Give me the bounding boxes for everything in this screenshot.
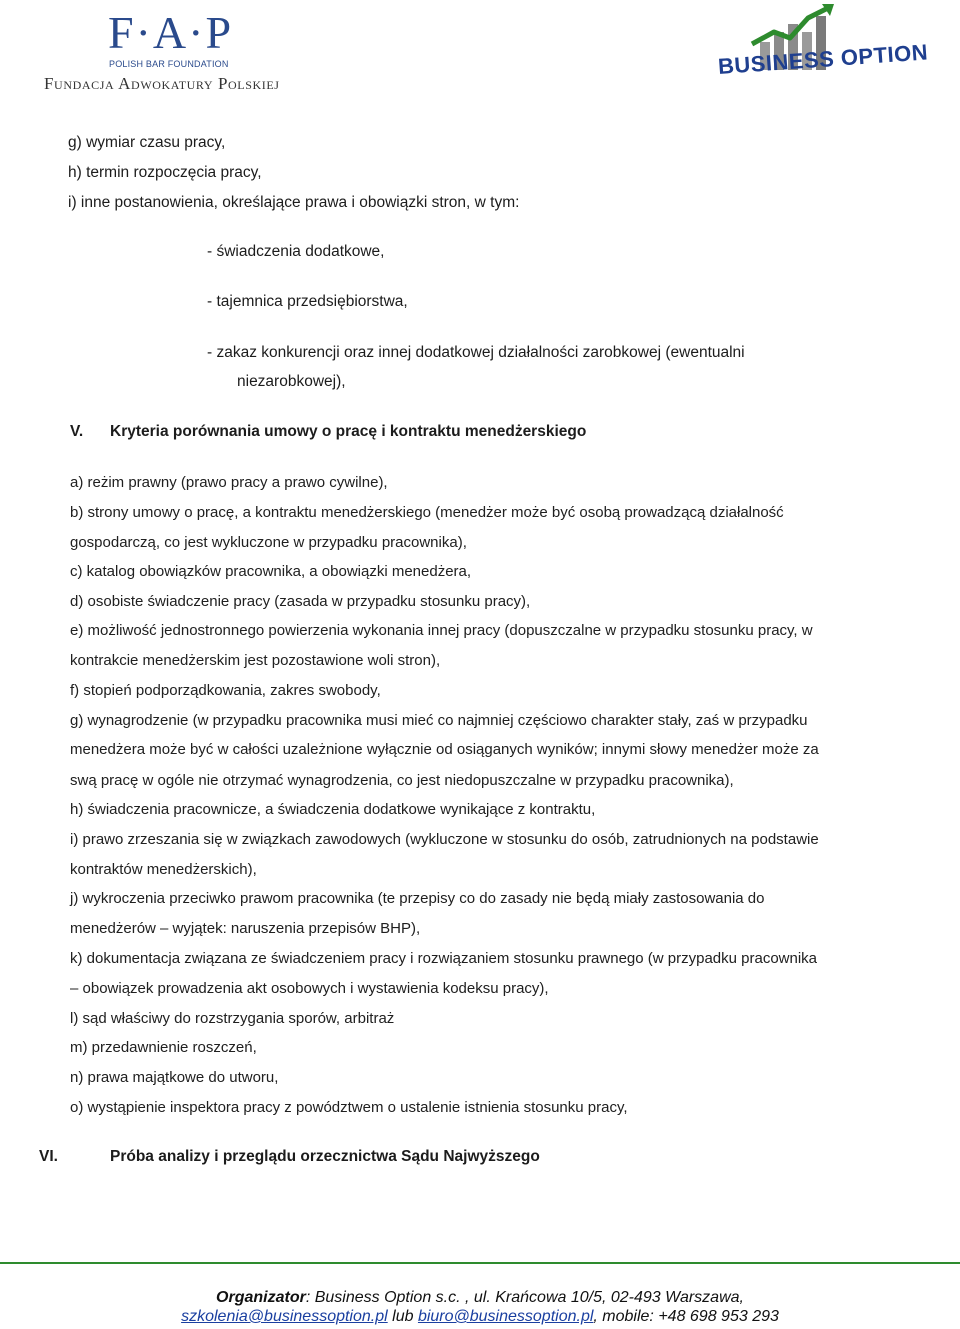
fap-logo-mark: F·A·P bbox=[108, 7, 234, 58]
email-link-biuro[interactable]: biuro@businessoption.pl bbox=[417, 1308, 594, 1325]
criteria-line: d) osobiste świadczenie pracy (zasada w przypadku stosunku pracy), bbox=[70, 593, 531, 610]
criteria-line: swą pracę w ogóle nie otrzymać wynagrodzenia, co jest niedopuszczalne w przypadku pracownika), bbox=[70, 772, 734, 789]
footer-line-2 bbox=[0, 1308, 960, 1326]
sub-list-item: niezarobkowej), bbox=[237, 373, 346, 390]
fap-logo bbox=[44, 8, 284, 98]
criteria-line: n) prawa majątkowe do utworu, bbox=[70, 1069, 279, 1086]
business-option-wordmark: BUSINESS OPTION bbox=[717, 39, 929, 80]
criteria-line: kontrakcie menedżerskim jest pozostawione woli stron), bbox=[70, 652, 441, 669]
footer-line-1 bbox=[0, 1289, 960, 1307]
list-item: h) termin rozpoczęcia pracy, bbox=[68, 164, 262, 181]
section-vi-number: VI. bbox=[39, 1148, 58, 1165]
criteria-line: k) dokumentacja związana ze świadczeniem pracy i rozwiązaniem stosunku prawnego (w przypadku pracownika bbox=[70, 950, 818, 967]
section-v-title: Kryteria porównania umowy o pracę i kontraktu menedżerskiego bbox=[110, 423, 587, 440]
fap-logo-subtitle: POLISH BAR FOUNDATION bbox=[109, 59, 229, 69]
section-vi-title: Próba analizy i przeglądu orzecznictwa Sądu Najwyższego bbox=[110, 1148, 540, 1165]
list-item: g) wymiar czasu pracy, bbox=[68, 134, 226, 151]
criteria-line: j) wykroczenia przeciwko prawom pracownika (te przepisy co do zasady nie będą miały zastosowania do bbox=[70, 890, 765, 907]
footer-separator: lub bbox=[387, 1308, 418, 1325]
criteria-line: m) przedawnienie roszczeń, bbox=[70, 1039, 257, 1056]
criteria-line: i) prawo zrzeszania się w związkach zawodowych (wykluczone w stosunku do osób, zatrudnionych na podstawie bbox=[70, 831, 819, 848]
criteria-line: l) sąd właściwy do rozstrzygania sporów, arbitraż bbox=[70, 1010, 395, 1027]
criteria-line: b) strony umowy o pracę, a kontraktu menedżerskiego (menedżer może być osobą prowadzącą działalność bbox=[70, 504, 784, 521]
fap-logo-name bbox=[44, 74, 280, 94]
fap-name-text: Fundacja Adwokatury Polskiej bbox=[44, 74, 280, 93]
criteria-line: a) reżim prawny (prawo pracy a prawo cywilne), bbox=[70, 474, 388, 491]
footer-label: Organizator bbox=[216, 1289, 306, 1306]
sub-list-item: - świadczenia dodatkowe, bbox=[207, 243, 385, 260]
list-item: i) inne postanowienia, określające prawa i obowiązki stron, w tym: bbox=[68, 194, 520, 211]
footer-divider bbox=[0, 1262, 960, 1264]
criteria-line: o) wystąpienie inspektora pracy z powództwem o ustalenie istnienia stosunku pracy, bbox=[70, 1099, 628, 1116]
email-link-szkolenia[interactable]: szkolenia@businessoption.pl bbox=[181, 1308, 388, 1325]
criteria-line: f) stopień podporządkowania, zakres swobody, bbox=[70, 682, 381, 699]
footer-address: : Business Option s.c. , ul. Krańcowa 10/5, 02-493 Warszawa, bbox=[305, 1289, 744, 1306]
footer-mobile: , mobile: +48 698 953 293 bbox=[593, 1308, 779, 1325]
criteria-line: menedżerów – wyjątek: naruszenia przepisów BHP), bbox=[70, 920, 421, 937]
criteria-line: g) wynagrodzenie (w przypadku pracownika musi mieć co najmniej częściowo charakter stały, zaś w przypadku bbox=[70, 712, 808, 729]
sub-list-item: - tajemnica przedsiębiorstwa, bbox=[207, 293, 408, 310]
section-v-number: V. bbox=[70, 423, 84, 440]
criteria-line: gospodarczą, co jest wykluczone w przypadku pracownika), bbox=[70, 534, 467, 551]
criteria-line: h) świadczenia pracownicze, a świadczenia dodatkowe wynikające z kontraktu, bbox=[70, 801, 596, 818]
sub-list-item: - zakaz konkurencji oraz innej dodatkowej działalności zarobkowej (ewentualni bbox=[207, 344, 745, 361]
business-option-logo bbox=[712, 2, 929, 98]
criteria-line: c) katalog obowiązków pracownika, a obowiązki menedżera, bbox=[70, 563, 472, 580]
criteria-line: – obowiązek prowadzenia akt osobowych i wystawienia kodeksu pracy), bbox=[70, 980, 549, 997]
criteria-line: menedżera może być w całości uzależnione wyłącznie od osiąganych wyników; innymi słowy menedżer może za bbox=[70, 741, 819, 758]
criteria-line: e) możliwość jednostronnego powierzenia wykonania innej pracy (dopuszczalne w przypadku stosunku pracy, w bbox=[70, 622, 813, 639]
criteria-line: kontraktów menedżerskich), bbox=[70, 861, 257, 878]
